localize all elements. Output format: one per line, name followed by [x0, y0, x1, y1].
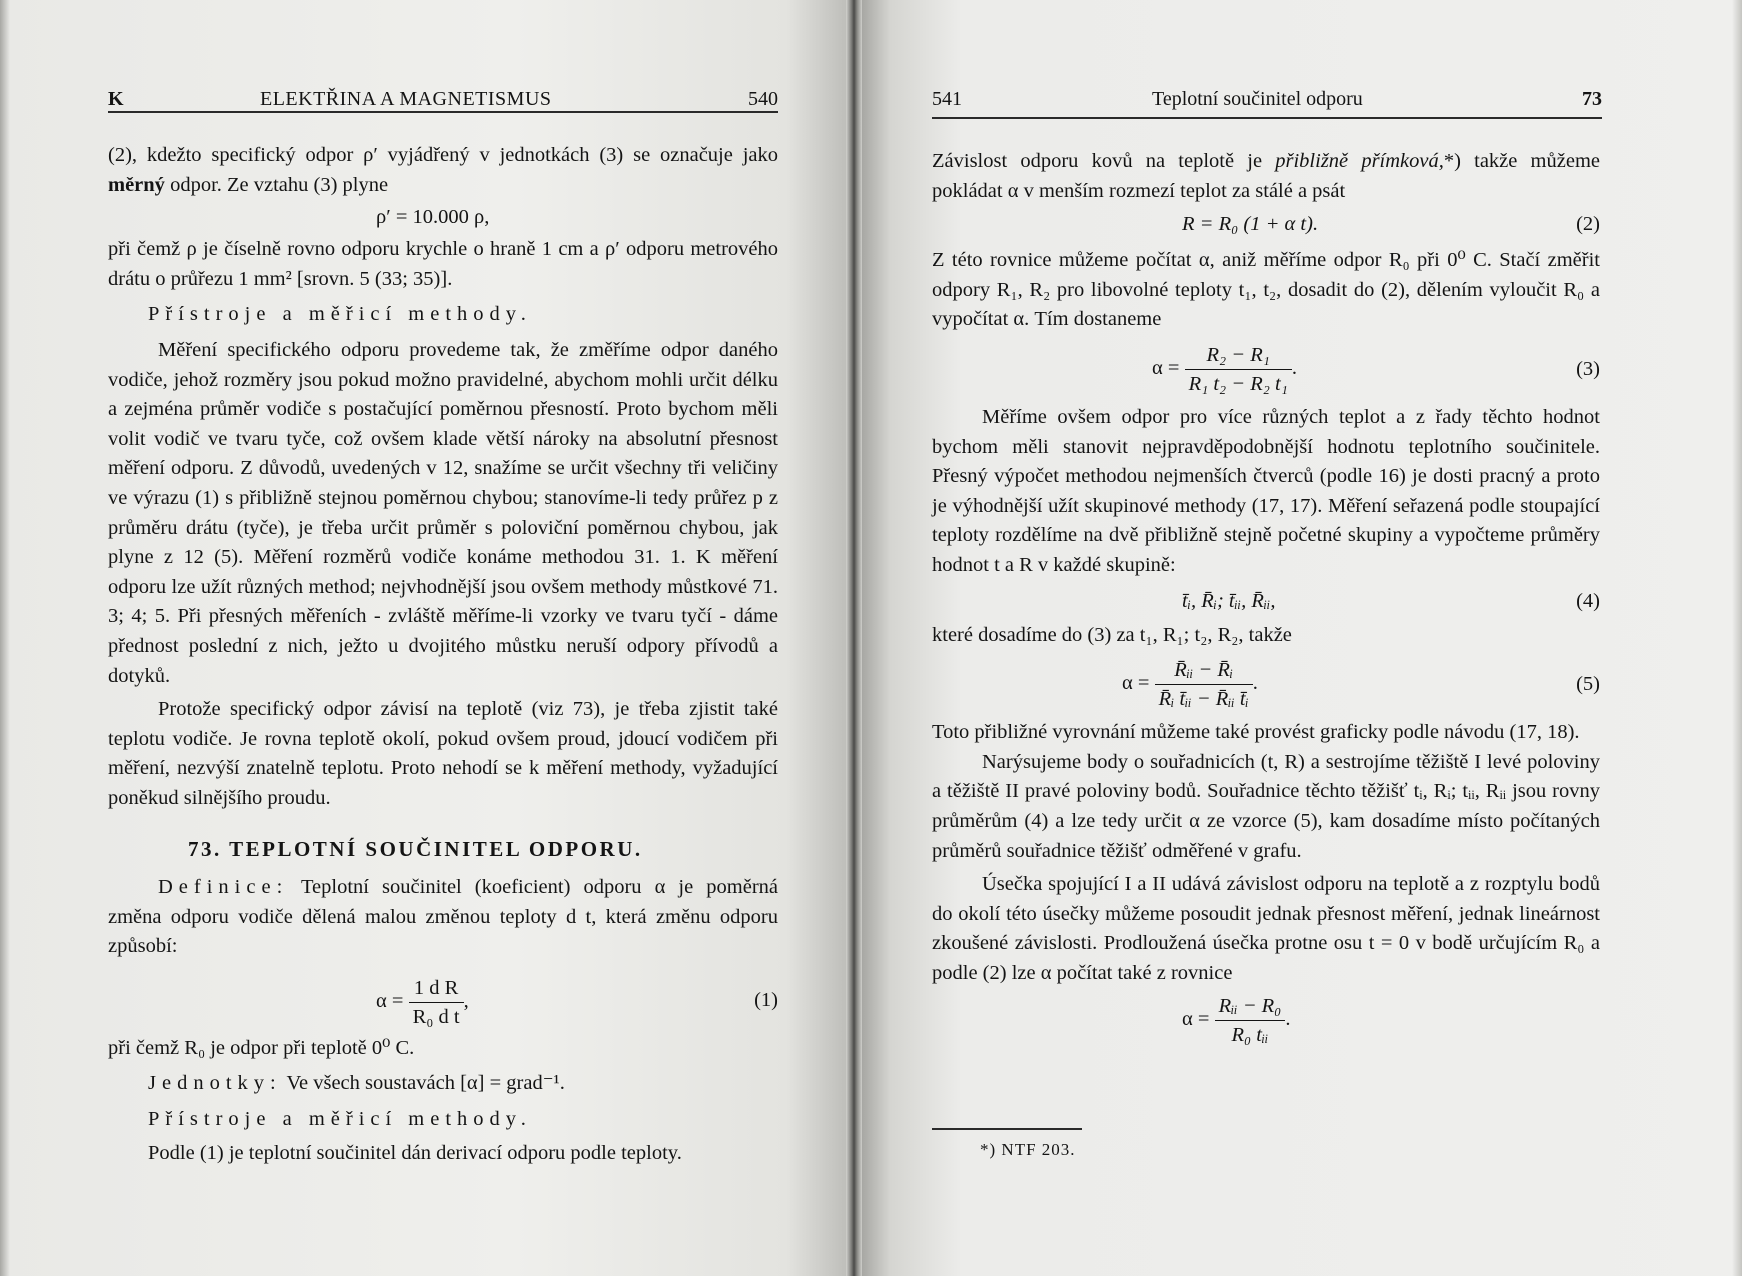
page-edge-shadow — [1732, 0, 1742, 1276]
paragraph: Podle (1) je teplotní součinitel dán derivací odporu podle teploty. — [148, 1141, 682, 1164]
equation-number: (2) — [1576, 213, 1600, 236]
equation-number: (1) — [754, 988, 778, 1011]
equation-rho — [108, 203, 778, 233]
paragraph: Toto přibližné vyrovnání můžeme také provést graficky podle návodu (17, 18). — [932, 721, 1580, 744]
subheading: Přístroje a měřicí methody. — [148, 1108, 532, 1131]
equation-body — [376, 976, 469, 1029]
paragraph: které dosadíme do (3) za t₁, R₁; t₂, R₂, takže — [932, 623, 1292, 646]
equation-4 — [932, 587, 1600, 617]
denominator: R̄ᵢ t̄ᵢᵢ − R̄ᵢᵢ t̄ᵢ — [1158, 688, 1249, 711]
numerator: Rᵢᵢ − R₀ — [1215, 994, 1286, 1021]
header-rule — [932, 117, 1602, 119]
text-run: Teplotní součinitel (koeficient) odporu α je poměrná změna odporu vodiče dělená malou změnou teploty d t, která změnu odporu způsobí: — [108, 876, 778, 958]
paragraph: Měření specifického odporu provedeme tak, že změříme odpor daného vodiče, jehož rozměry jsou pokud možno pravidelné, abychom mohli určit délku a zejména průměr vodiče s postačující poměrnou přesností. Proto bychom měli volit vodič ve tvaru tyče, což ovšem klade větší nároky na absolutní přesnost měření odporu. Z důvodů, uvedených v 12, snažíme se určit všechny tři veličiny ve výrazu (1) s přibližně stejnou poměrnou chybou; stanovíme-li tedy průřez p z průměru drátu (tyče), je třeba určit průměr s poloviční poměrnou chybou, jak plyne z 12 (5). Měření rozměrů vodiče konáme methodou 31. 1. K měření odporu lze užít různých method; nejvhodnější jsou ovšem methody můstkové 71. 3; 4; 5. Při přesných měřeních - zvláště měříme-li vzorky ve tvaru tyčí - dáme přednost poslední z nich, ježto u dvojitého můstku neruší odpory přívodů a dotyků. — [108, 338, 778, 687]
header-rule — [108, 111, 778, 113]
text-run: (2), kdežto specifický odpor ρ′ vyjádřený v jednotkách (3) se označuje jako — [108, 144, 778, 166]
equation-6 — [932, 988, 1600, 1056]
equation-text: ρ′ = 10.000 ρ, — [376, 206, 490, 229]
equation-2 — [932, 210, 1600, 240]
text-run: odpor. Ze vztahu (3) plyne — [164, 173, 389, 196]
equation-body — [1152, 343, 1297, 396]
subheading: Přístroje a měřicí methody. — [148, 303, 532, 326]
text-run: Ve všech soustavách [α] = grad⁻¹. — [281, 1072, 565, 1095]
equation-text: R = R₀ (1 + α t). — [1182, 213, 1319, 236]
header-title: Teplotní součinitel odporu — [1152, 88, 1363, 110]
equation-5 — [932, 650, 1600, 718]
fraction — [1215, 994, 1286, 1047]
paragraph: Narýsujeme body o souřadnicích (t, R) a sestrojíme těžiště I levé poloviny a těžiště II pravé poloviny bodů. Souřadnice těchto těžišť tᵢ, Rᵢ; tᵢᵢ, Rᵢᵢ jsou rovny průměrům (4) a lze tedy určit α ze vzorce (5), kam dosadíme místo počítaných průměrů souřadnice těžišť odměřené v grafu. — [932, 750, 1600, 862]
fraction — [1185, 343, 1292, 396]
definition-label: Definice: — [158, 876, 289, 899]
equation-number: (4) — [1576, 589, 1600, 612]
numerator: R̄ᵢᵢ − R̄ᵢ — [1155, 658, 1253, 685]
fraction — [1155, 658, 1253, 711]
section-title: 73. TEPLOTNÍ SOUČINITEL ODPORU. — [188, 837, 643, 862]
numerator: R₂ − R₁ — [1185, 343, 1292, 370]
equation-lhs: α = — [1152, 357, 1180, 380]
fraction — [409, 976, 464, 1029]
paragraph: při čemž R₀ je odpor při teplotě 0⁰ C. — [108, 1036, 415, 1059]
paragraph: Měříme ovšem odpor pro více různých teplot a z řady těchto hodnot bychom měli stanovit nejpravděpodobnější hodnotu teplotního součinitele. Přesný výpočet methodou nejmenších čtverců (podle 16) je dosti pracný a proto je výhodnější užít skupinové methody (17, 17). Měření seřazená podle stoupající teploty rozdělíme na dvě přibližně stejně početné skupiny a vypočteme průměry hodnot t a R v každé skupině: — [932, 405, 1600, 576]
numerator: 1 d R — [409, 976, 464, 1003]
units-label: Jednotky: — [148, 1072, 282, 1095]
denominator: R₀ tᵢᵢ — [1231, 1024, 1269, 1047]
section-number: 73 — [1582, 88, 1602, 110]
italic-term: přibližně přímková, — [1275, 150, 1444, 172]
equation-body — [1122, 658, 1258, 711]
denominator: R₁ t₂ − R₂ t₁ — [1188, 372, 1288, 395]
equation-punct: . — [1291, 357, 1297, 380]
equation-body — [1182, 994, 1290, 1047]
text-run: Závislost odporu kovů na teplotě je — [932, 150, 1276, 172]
definition-paragraph — [108, 873, 778, 962]
equation-lhs: α = — [1182, 1008, 1210, 1031]
equation-punct: , — [463, 990, 469, 1013]
denominator: R₀ d t — [412, 1005, 460, 1028]
paragraph — [932, 147, 1600, 206]
equation-lhs: α = — [1122, 672, 1150, 695]
equation-1 — [108, 966, 778, 1034]
bold-term: měrný — [108, 173, 165, 196]
page-edge-shadow — [0, 0, 10, 1276]
left-running-header — [108, 84, 778, 114]
page-number: 541 — [932, 88, 962, 110]
page-number: 540 — [748, 88, 778, 110]
paragraph: Protože specifický odpor závisí na teplotě (viz 73), je třeba zjistit také teplotu vodiče. Je rovna teplotě okolí, pokud ovšem proud, jdoucí vodičem při měření, nezvýší znatelně teplotu. Proto nehodí se k měření methody, vyžadující poněkud silnějšího proudu. — [108, 698, 778, 809]
footnote-rule — [932, 1128, 1082, 1130]
equation-punct: . — [1252, 672, 1258, 695]
units-paragraph — [108, 1069, 778, 1099]
paragraph — [108, 141, 778, 200]
right-running-header — [932, 84, 1602, 114]
equation-number: (3) — [1576, 357, 1600, 380]
equation-punct: . — [1285, 1008, 1291, 1031]
equation-text: t̄ᵢ, R̄ᵢ; t̄ᵢᵢ, R̄ᵢᵢ, — [1182, 589, 1276, 612]
text-run: *) takže můžeme pokládat α v menším rozmezí teplot za stálé a psát — [932, 150, 1600, 202]
equation-3 — [932, 335, 1600, 403]
header-mark: K — [108, 88, 124, 110]
paragraph: při čemž ρ je číselně rovno odporu krychle o hraně 1 cm a ρ′ odporu metrového drátu o průřezu 1 mm² [srovn. 5 (33; 35)]. — [108, 238, 778, 290]
header-title: ELEKTŘINA A MAGNETISMUS — [260, 88, 552, 110]
footnote: *) NTF 203. — [980, 1140, 1076, 1159]
equation-number: (5) — [1576, 673, 1600, 696]
equation-lhs: α = — [376, 990, 404, 1013]
left-body-text — [108, 141, 778, 1168]
paragraph: Z této rovnice můžeme počítat α, aniž měříme odpor R₀ při 0⁰ C. Stačí změřit odpory R₁, R₂ pro libovolné teploty t₁, t₂, dosadit do (2), dělením vyloučit R₀ a vypočítat α. Tím dostaneme — [932, 249, 1600, 331]
paragraph: Úsečka spojující I a II udává závislost odporu na teplotě a z rozptylu bodů do okolí této úsečky můžeme posoudit jednak přesnost měření, jednak lineárnost zkoušené závislosti. Prodloužená úsečka protne osu t = 0 v bodě určujícím R₀ a podle (2) lze α počítat také z rovnice — [932, 873, 1600, 984]
book-gutter — [846, 0, 862, 1276]
right-body-text — [932, 147, 1600, 1056]
